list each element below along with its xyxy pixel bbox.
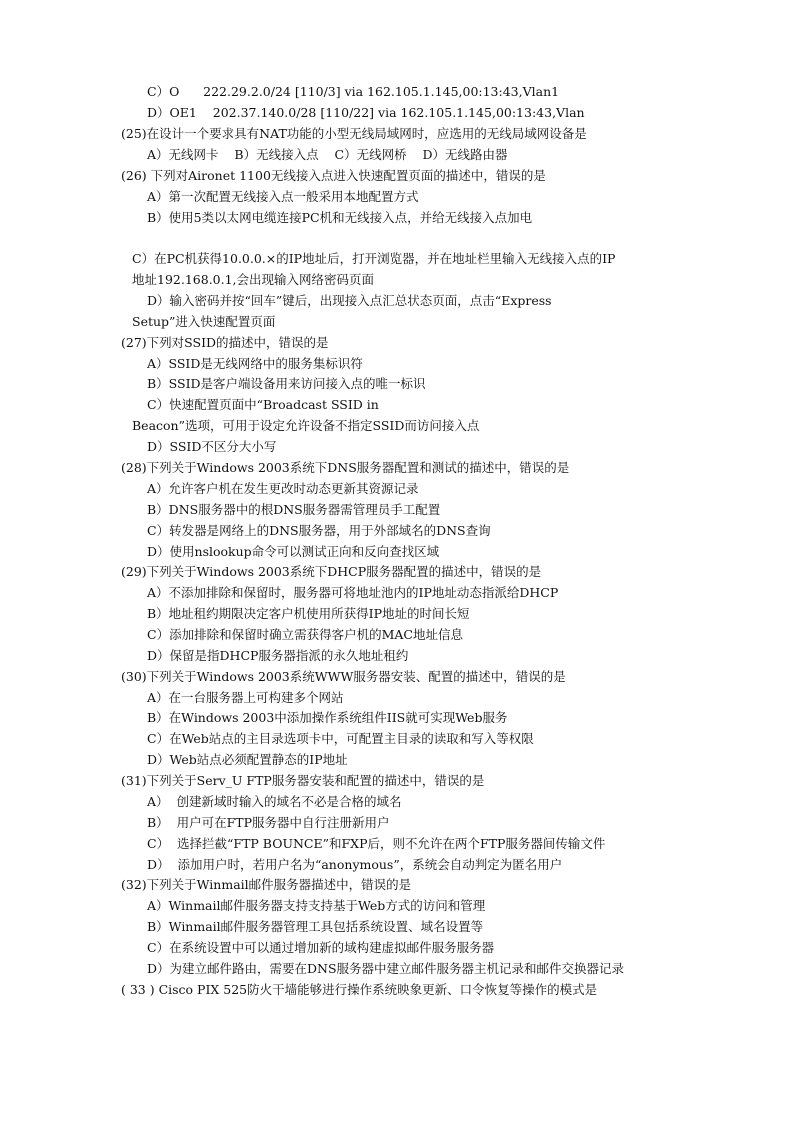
text-line: A） 创建新域时输入的域名不必是合格的域名 [147,794,402,809]
text-line: D）为建立邮件路由，需要在DNS服务器中建立邮件服务器主机记录和邮件交换器记录 [147,961,625,976]
text-line: (27)下列对SSID的描述中，错误的是 [121,335,329,350]
text-line: B）Winmail邮件服务器管理工具包括系统设置、域名设置等 [147,919,484,934]
text-line: B）在Windows 2003中添加操作系统组件IIS就可实现Web服务 [147,710,508,725]
text-line: A）SSID是无线网络中的服务集标识符 [147,356,363,371]
text-line: D）Web站点必须配置静态的IP地址 [147,752,348,767]
text-line: A）第一次配置无线接入点一般采用本地配置方式 [147,189,419,204]
text-line: (31)下列关于Serv_U FTP服务器安装和配置的描述中，错误的是 [121,773,485,788]
text-line: B）DNS服务器中的根DNS服务器需管理员手工配置 [147,502,441,517]
text-line: 地址192.168.0.1,会出现输入网络密码页面 [132,272,375,287]
text-line: A）Winmail邮件服务器支持支持基于Web方式的访问和管理 [147,898,486,913]
text-line: C）快速配置页面中“Broadcast SSID in [147,397,379,412]
text-line: D）使用nslookup命令可以测试正向和反向查找区域 [147,544,440,559]
text-line: B）地址租约期限决定客户机使用所获得IP地址的时间长短 [147,606,470,621]
text-line: C）在系统设置中可以通过增加新的域构建虚拟邮件服务服务器 [147,940,495,955]
text-line: C）转发器是网络上的DNS服务器，用于外部域名的DNS查询 [147,523,491,538]
text-line: B） 用户可在FTP服务器中自行注册新用户 [147,815,390,830]
text-line: C）O 222.29.2.0/24 [110/3] via 162.105.1.145,00:13:43,Vlan1 [147,84,560,99]
text-line: (25)在设计一个要求具有NAT功能的小型无线局域网时，应选用的无线局域网设备是 [121,126,587,141]
text-line: A）在一台服务器上可构建多个网站 [147,690,344,705]
text-line: Beacon”选项，可用于设定允许设备不指定SSID而访问接入点 [132,418,480,433]
text-line: D）SSID不区分大小写 [147,439,277,454]
text-line: B）SSID是客户端设备用来访问接入点的唯一标识 [147,376,426,391]
text-line: C） 选择拦截“FTP BOUNCE”和FXP后，则不允许在两个FTP服务器间传输文件 [147,836,606,851]
text-line: D）输入密码并按“回车”键后，出现接入点汇总状态页面，点击“Express [147,293,552,308]
text-line: A）不添加排除和保留时，服务器可将地址池内的IP地址动态指派给DHCP [147,585,559,600]
text-line: (29)下列关于Windows 2003系统下DHCP服务器配置的描述中，错误的是 [121,564,542,579]
text-line: A）允许客户机在发生更改时动态更新其资源记录 [147,481,419,496]
text-line: (30)下列关于Windows 2003系统WWW服务器安装、配置的描述中，错误的是 [121,669,566,684]
text-line: C）在Web站点的主目录选项卡中，可配置主目录的读取和写入等权限 [147,731,534,746]
text-line: B）使用5类以太网电缆连接PC机和无线接入点，并给无线接入点加电 [147,210,533,225]
text-line: D）OE1 202.37.140.0/28 [110/22] via 162.105.1.145,00:13:43,Vlan [147,105,585,120]
text-line: ( 33 ) Cisco PIX 525防火干墙能够进行操作系统映象更新、口令恢复等操作的模式是 [121,982,598,997]
text-line: (28)下列关于Windows 2003系统下DNS服务器配置和测试的描述中，错误的是 [121,460,570,475]
text-line: (26) 下列对Aironet 1100无线接入点进入快速配置页面的描述中，错误的是 [121,168,546,183]
text-line: C）添加排除和保留时确立需获得客户机的MAC地址信息 [147,627,463,642]
text-line: Setup”进入快速配置页面 [132,314,276,329]
text-line: C）在PC机获得10.0.0.×的IP地址后，打开浏览器，并在地址栏里输入无线接入点的IP [132,251,616,266]
text-line: A）无线网卡 B）无线接入点 C）无线网桥 D）无线路由器 [147,147,508,162]
text-line: D） 添加用户时，若用户名为“anonymous”，系统会自动判定为匿名用户 [147,857,563,872]
text-line: (32)下列关于Winmail邮件服务器描述中，错误的是 [121,877,412,892]
text-line: D）保留是指DHCP服务器指派的永久地址租约 [147,648,409,663]
